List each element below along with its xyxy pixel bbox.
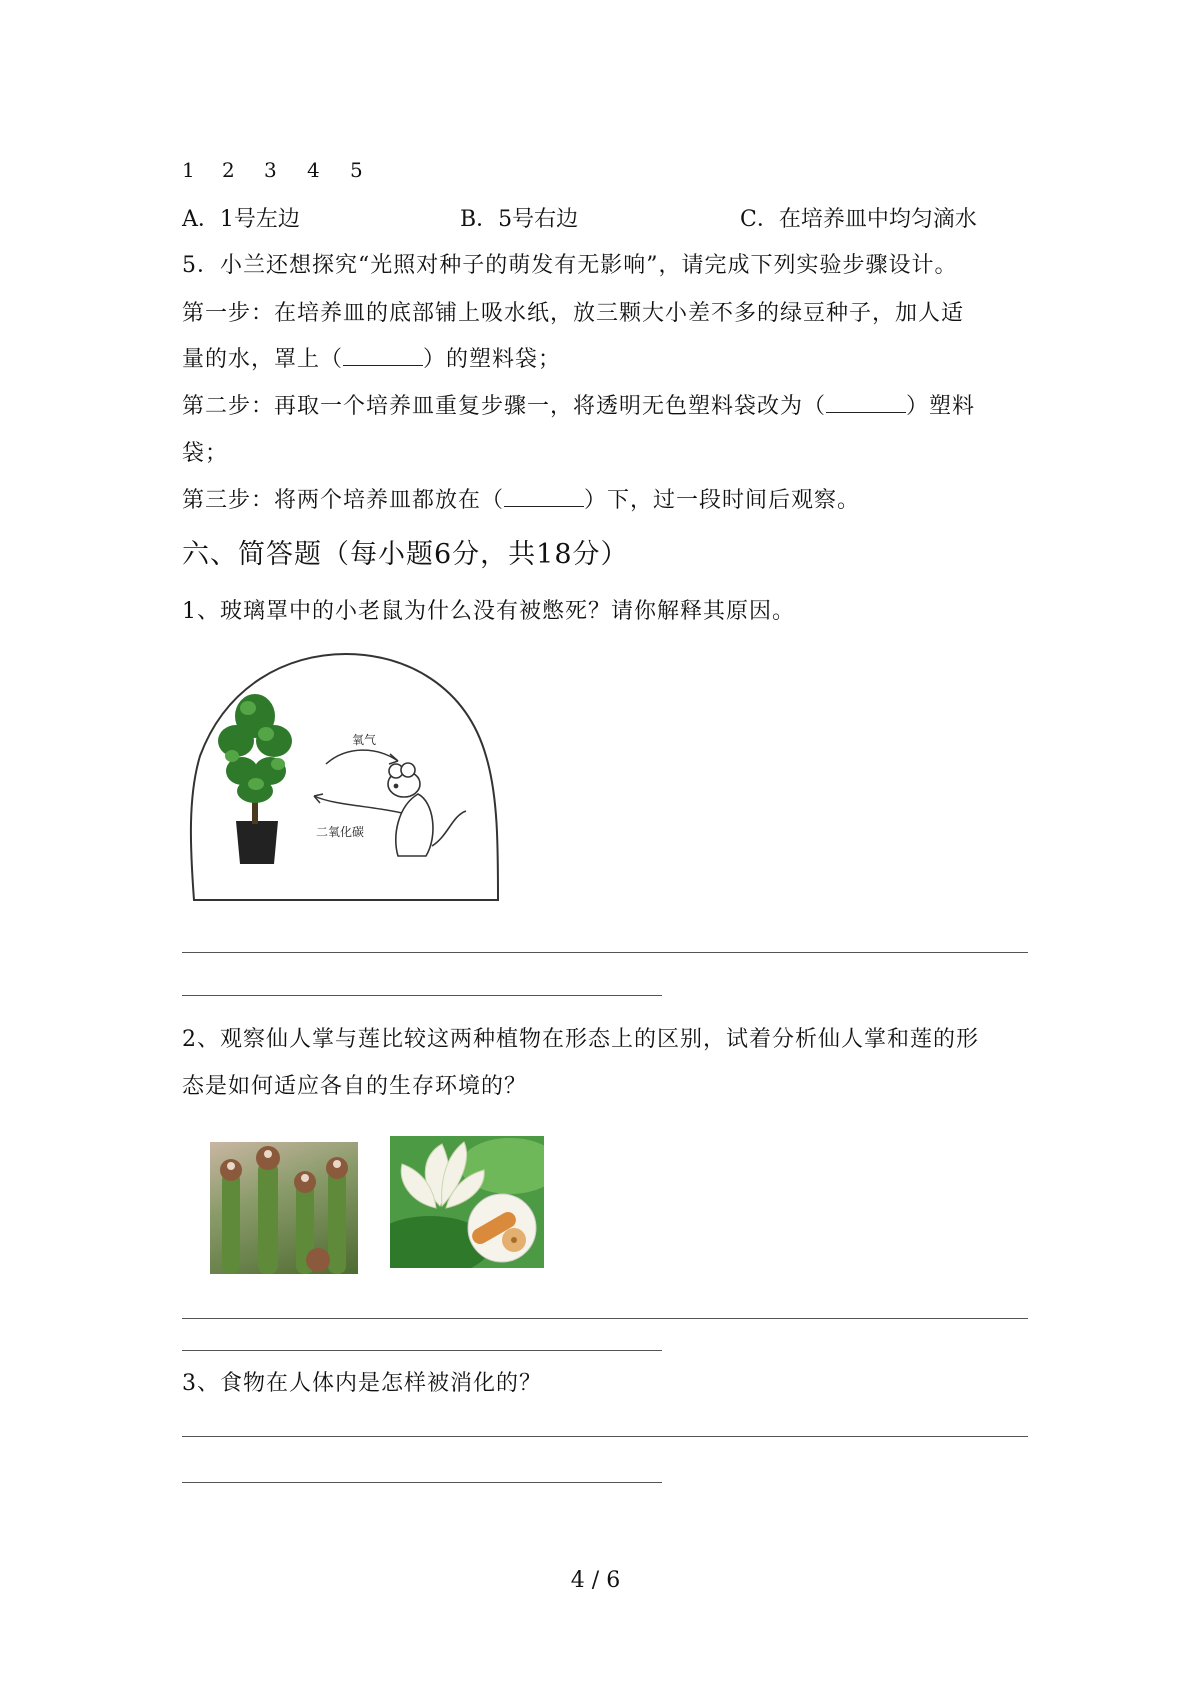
step2-text-pre: 第二步：再取一个培养皿重复步骤一，将透明无色塑料袋改为（ (182, 394, 827, 419)
answer-line[interactable] (182, 952, 1028, 953)
option-c: C．在培养皿中均匀滴水 (740, 207, 977, 232)
position-number: 1 (182, 158, 195, 182)
q5-intro: 5．小兰还想探究“光照对种子的萌发有无影响”，请完成下列实验步骤设计。 (182, 253, 958, 278)
sa1-question: 1、玻璃罩中的小老鼠为什么没有被憋死？请你解释其原因。 (182, 599, 795, 624)
lotus-photo (390, 1136, 544, 1268)
step2-text-post: ）塑料 (906, 394, 976, 419)
answer-line[interactable] (182, 1318, 1028, 1319)
sa2-question-line1: 2、观察仙人掌与莲比较这两种植物在形态上的区别，试着分析仙人掌和莲的形 (182, 1027, 979, 1052)
oxygen-label: 氧气 (352, 733, 377, 747)
co2-arrow (314, 796, 406, 814)
position-number: 3 (264, 158, 277, 182)
oxygen-arrow (326, 750, 398, 764)
sa2-question-line2: 态是如何适应各自的生存环境的？ (182, 1074, 528, 1099)
answer-blank[interactable] (504, 488, 584, 507)
position-number: 2 (222, 158, 235, 182)
position-number: 5 (350, 158, 363, 182)
mouse-icon (388, 763, 466, 856)
answer-line[interactable] (182, 995, 662, 996)
page-number: 4 / 6 (570, 1568, 621, 1593)
option-a: A．1号左边 (182, 207, 300, 232)
bell-jar-figure (186, 646, 506, 906)
step1-text-pre: 量的水，罩上（ (182, 347, 344, 372)
cactus-photo (210, 1142, 358, 1274)
answer-line[interactable] (182, 1436, 1028, 1437)
answer-line[interactable] (182, 1350, 662, 1351)
co2-label: 二氧化碳 (316, 825, 365, 839)
plant-icon (218, 694, 292, 864)
answer-blank[interactable] (343, 347, 423, 366)
answer-line[interactable] (182, 1482, 662, 1483)
q5-step1-line2 (182, 342, 561, 373)
option-b: B．5号右边 (460, 207, 579, 232)
q5-step1-line1: 第一步：在培养皿的底部铺上吸水纸，放三颗大小差不多的绿豆种子，加人适 (182, 301, 965, 326)
step1-text-post: ）的塑料袋； (423, 347, 562, 372)
q5-step3 (182, 483, 860, 514)
section-title: 六、简答题（每小题6分，共18分） (182, 539, 629, 570)
q5-step2-line2: 袋； (182, 441, 229, 466)
q5-step2-line1 (182, 389, 975, 420)
answer-blank[interactable] (826, 394, 906, 413)
step3-text-post: ）下，过一段时间后观察。 (584, 488, 861, 513)
step3-text-pre: 第三步：将两个培养皿都放在（ (182, 488, 505, 513)
position-number: 4 (307, 158, 320, 182)
sa3-question: 3、食物在人体内是怎样被消化的？ (182, 1371, 542, 1396)
